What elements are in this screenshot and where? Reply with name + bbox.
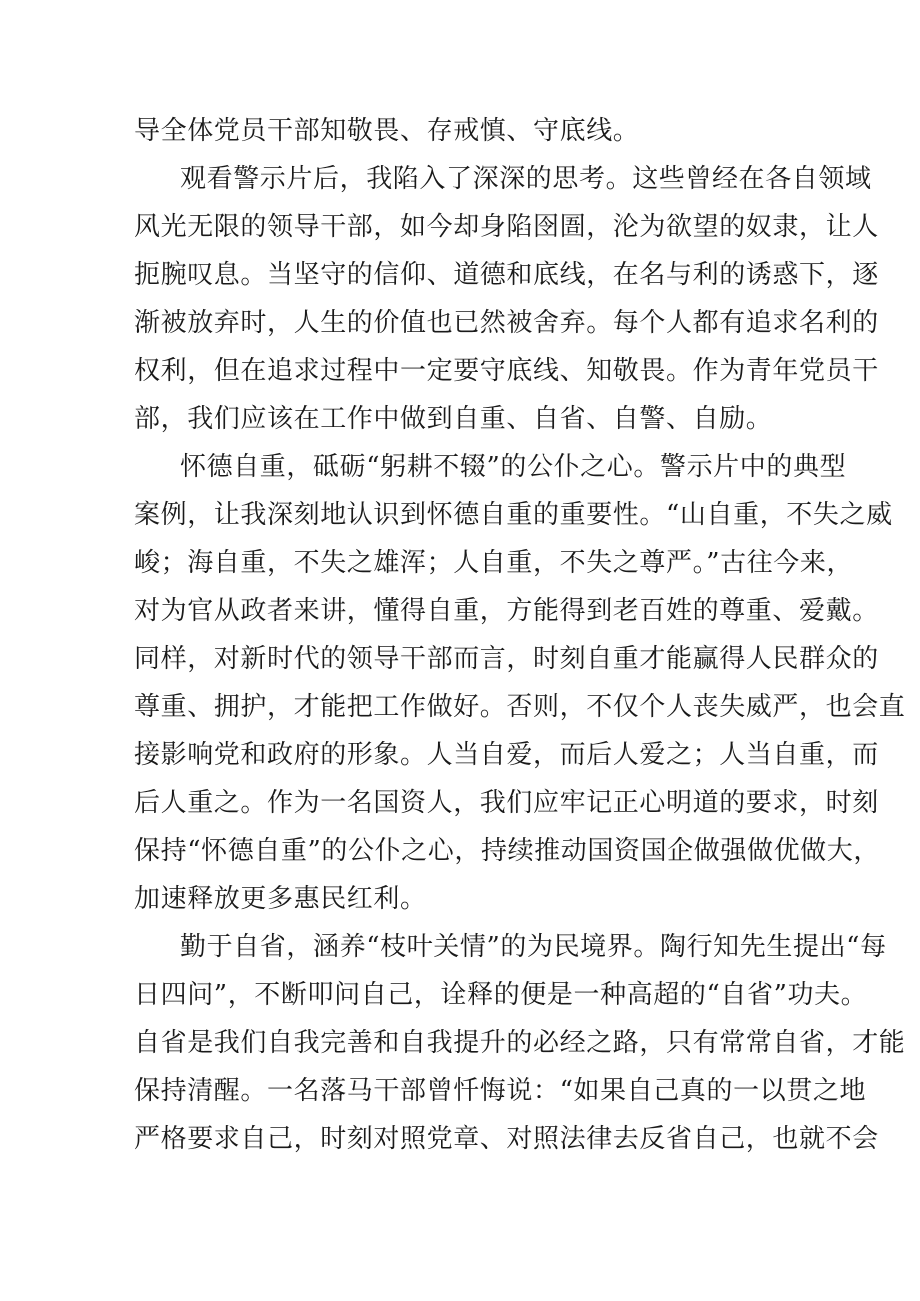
text-line-8: 怀德自重，砥砺“躬耕不辍”的公仆之心。警示片中的典型	[180, 452, 847, 482]
text-line-3: 风光无限的领导干部，如今却身陷囹圄，沦为欲望的奴隶，让人	[134, 212, 879, 242]
text-line-19: 日四问”，不断叩问自己，诠释的便是一种高超的“自省”功夫。	[134, 980, 868, 1010]
text-line-7: 部，我们应该在工作中做到自重、自省、自警、自励。	[134, 404, 773, 434]
text-line-11: 对为官从政者来讲，懂得自重，方能得到老百姓的尊重、爱戴。	[134, 596, 879, 626]
text-line-13: 尊重、拥护，才能把工作做好。否则，不仅个人丧失威严，也会直	[134, 692, 906, 722]
text-line-1: 导全体党员干部知敬畏、存戒慎、守底线。	[134, 116, 640, 146]
text-line-21: 保持清醒。一名落马干部曾忏悔说：“如果自己真的一以贯之地	[134, 1076, 867, 1106]
text-line-4: 扼腕叹息。当坚守的信仰、道德和底线，在名与利的诱惑下，逐	[134, 260, 879, 290]
text-line-22: 严格要求自己，时刻对照党章、对照法律去反省自己，也就不会	[134, 1124, 879, 1154]
text-line-10: 峻；海自重，不失之雄浑；人自重，不失之尊严。”古往今来，	[134, 548, 854, 578]
text-line-14: 接影响党和政府的形象。人当自爱，而后人爱之；人当自重，而	[134, 740, 879, 770]
text-line-6: 权利，但在追求过程中一定要守底线、知敬畏。作为青年党员干	[134, 356, 879, 386]
text-line-15: 后人重之。作为一名国资人，我们应牢记正心明道的要求，时刻	[134, 788, 879, 818]
text-line-20: 自省是我们自我完善和自我提升的必经之路，只有常常自省，才能	[134, 1028, 906, 1058]
text-line-16: 保持“怀德自重”的公仆之心，持续推动国资国企做强做优做大，	[134, 836, 880, 866]
text-line-18: 勤于自省，涵养“枝叶关情”的为民境界。陶行知先生提出“每	[180, 932, 887, 962]
text-line-5: 渐被放弃时，人生的价值也已然被舍弃。每个人都有追求名利的	[134, 308, 879, 338]
text-line-9: 案例，让我深刻地认识到怀德自重的重要性。“山自重，不失之威	[134, 500, 893, 530]
text-line-2: 观看警示片后，我陷入了深深的思考。这些曾经在各自领域	[180, 164, 872, 194]
text-line-12: 同样，对新时代的领导干部而言，时刻自重才能赢得人民群众的	[134, 644, 879, 674]
text-line-17: 加速释放更多惠民红利。	[134, 884, 427, 914]
